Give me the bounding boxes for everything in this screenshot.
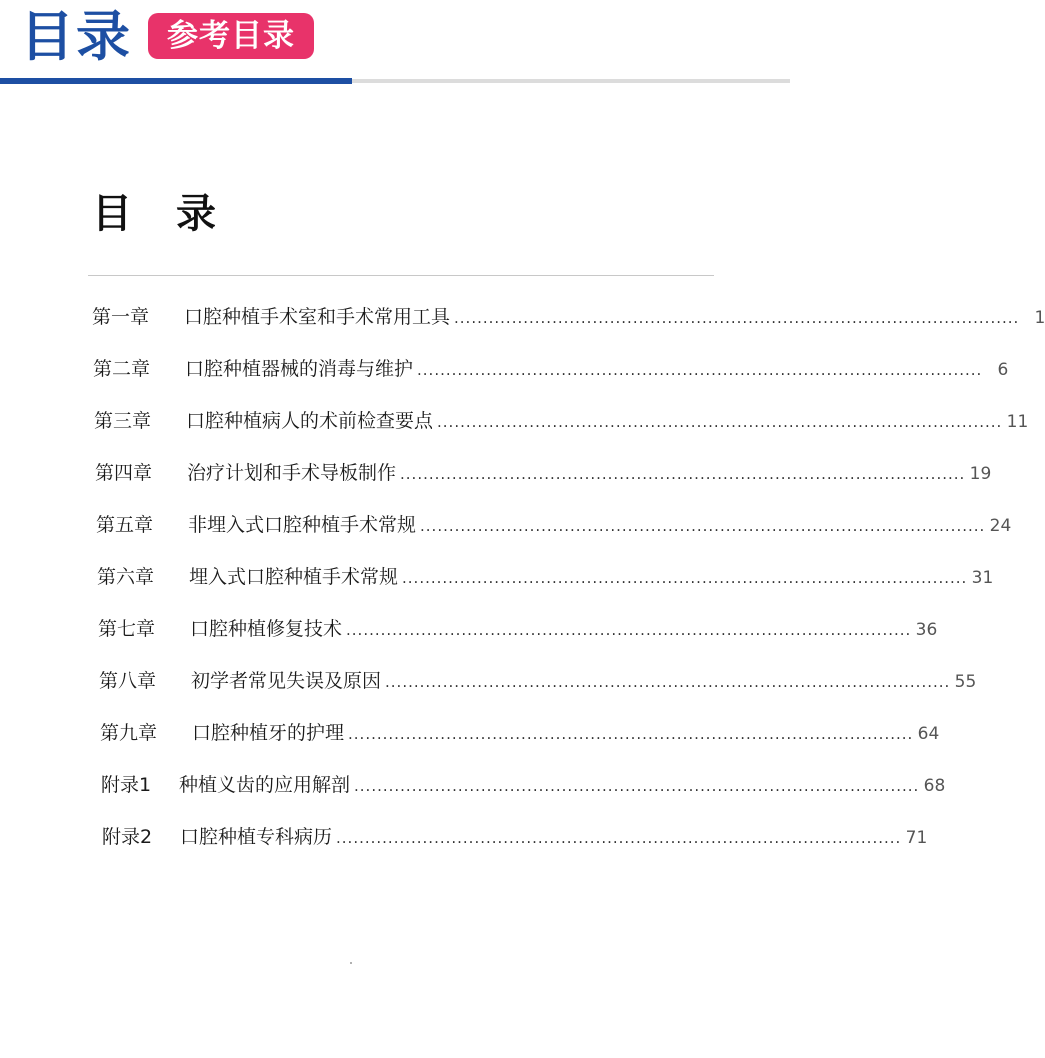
toc-entry-title: 口腔种植专科病历 [180,826,333,848]
toc-entry[interactable] [100,720,940,747]
toc-entry[interactable] [102,824,928,851]
toc-chapter-label: 第八章 [99,670,157,692]
toc-entry[interactable] [98,616,938,643]
toc-entry[interactable] [95,460,992,487]
banner-title: 目录 [20,5,132,68]
toc-entry[interactable] [93,356,1009,383]
toc-entry-title: 口腔种植手术室和手术常用工具 [184,306,451,328]
toc-leader-dots: .................................................................................................. [354,777,920,795]
toc-entry[interactable] [99,668,977,695]
toc-entry-title: 非埋入式口腔种植手术常规 [188,514,417,536]
toc-page-number: 24 [989,516,1012,536]
toc-chapter-label: 第四章 [95,462,153,484]
toc-page-number: 6 [997,360,1009,380]
toc-chapter-label: 第九章 [100,722,158,744]
toc-chapter-label: 附录2 [102,826,153,848]
toc-leader-dots: .................................................................................................. [417,361,983,379]
toc-leader-dots: .................................................................................................. [385,673,951,691]
toc-leader-dots: .................................................................................................. [348,725,914,743]
toc-entry-title: 口腔种植器械的消毒与维护 [185,358,414,380]
toc-page-number: 55 [954,672,977,692]
toc-entry[interactable] [96,512,1012,539]
toc-leader-dots: .................................................................................................. [437,413,1003,431]
toc-entry[interactable] [97,564,994,591]
toc-entry-title: 口腔种植修复技术 [190,618,343,640]
toc-leader-dots: .................................................................................................. [346,621,912,639]
toc-leader-dots: .................................................................................................. [402,569,968,587]
toc-page-number: 31 [971,568,994,588]
toc-entry[interactable] [94,408,1029,435]
toc-entry-title: 口腔种植病人的术前检查要点 [186,410,434,432]
toc-page-number: 1 [1034,308,1045,328]
toc-chapter-label: 第七章 [98,618,156,640]
toc-entry[interactable] [101,772,946,799]
toc-leader-dots: .................................................................................................. [336,829,902,847]
toc-page-number: 68 [923,776,946,796]
toc-chapter-label: 第三章 [94,410,152,432]
toc-leader-dots: .................................................................................................. [400,465,966,483]
toc-chapter-label: 第一章 [92,306,150,328]
toc-entry[interactable] [92,304,1045,331]
toc-leader-dots: .................................................................................................. [454,309,1020,327]
banner-badge: 参考目录 [148,13,314,59]
toc-entry-title: 初学者常见失误及原因 [191,670,382,692]
toc-page-number: 64 [917,724,940,744]
toc-chapter-label: 第五章 [96,514,154,536]
toc-chapter-label: 第六章 [97,566,155,588]
page-speck [350,962,352,964]
toc-page-number: 11 [1006,412,1029,432]
toc-chapter-label: 附录1 [101,774,152,796]
toc-entry-title: 口腔种植牙的护理 [192,722,345,744]
toc-page-number: 71 [905,828,928,848]
toc-page-number: 19 [969,464,992,484]
toc-entry-title: 埋入式口腔种植手术常规 [189,566,399,588]
toc-page-number: 36 [915,620,938,640]
toc-entry-title: 治疗计划和手术导板制作 [187,462,397,484]
toc-chapter-label: 第二章 [93,358,151,380]
toc-heading: 目录 [92,191,260,237]
toc-entry-title: 种植义齿的应用解剖 [179,774,351,796]
toc-leader-dots: .................................................................................................. [420,517,986,535]
